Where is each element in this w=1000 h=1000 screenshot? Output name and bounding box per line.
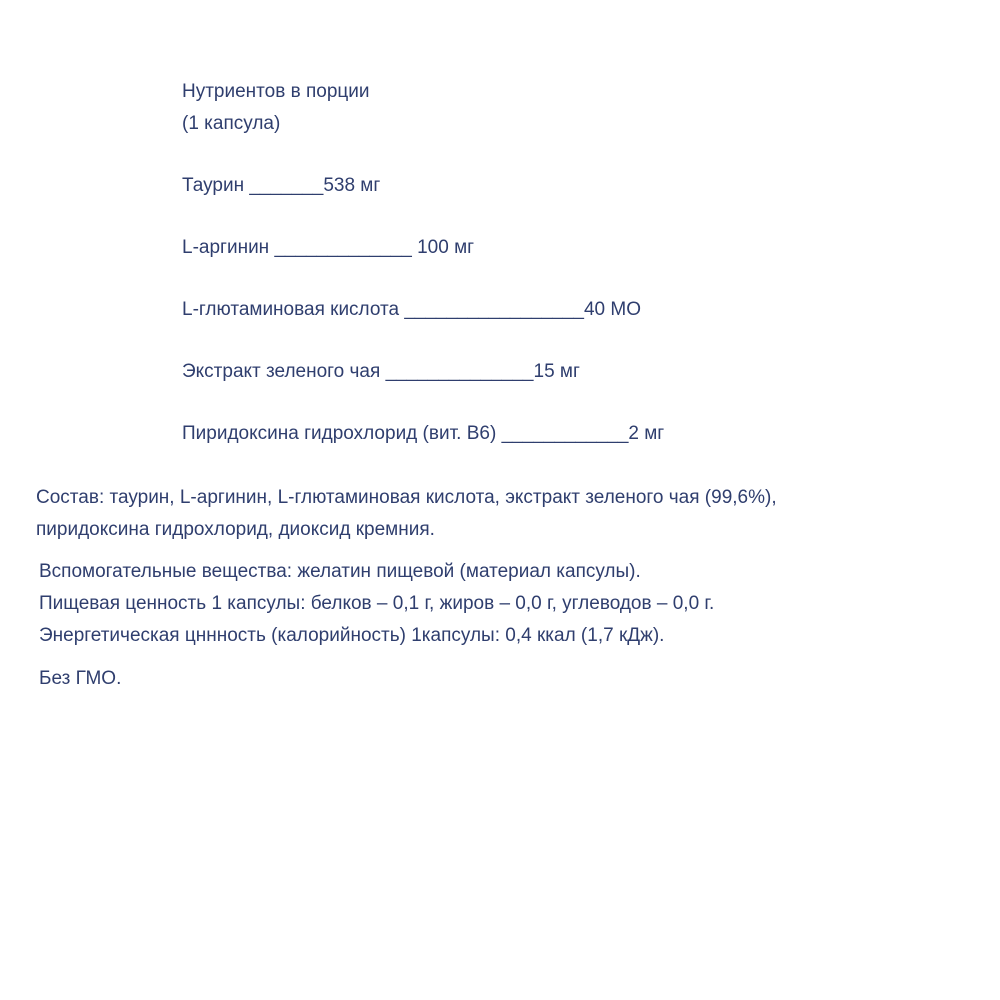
nutrient-l-glutamic-acid: L-глютаминовая кислота _________________40 МО: [182, 299, 641, 320]
composition-line-1: Состав: таурин, L-аргинин, L-глютаминовая кислота, экстракт зеленого чая (99,6%),: [36, 487, 777, 508]
excipients-text: Вспомогательные вещества: желатин пищевой (материал капсулы).: [39, 561, 641, 582]
composition-line-2: пиридоксина гидрохлорид, диоксид кремния.: [36, 519, 435, 540]
serving-title: Нутриентов в порции: [182, 81, 370, 102]
nutrient-green-tea-extract: Экстракт зеленого чая ______________15 мг: [182, 361, 580, 382]
serving-subtitle: (1 капсула): [182, 113, 281, 134]
nutrient-pyridoxine: Пиридоксина гидрохлорид (вит. В6) ____________2 мг: [182, 423, 665, 444]
gmo-free-note: Без ГМО.: [39, 668, 122, 689]
nutrition-value-text: Пищевая ценность 1 капсулы: белков – 0,1 г, жиров – 0,0 г, углеводов – 0,0 г.: [39, 593, 715, 614]
additional-info: [39, 556, 714, 652]
serving-header: [182, 76, 370, 140]
energy-value-text: Энергетическая цннность (калорийность) 1капсулы: 0,4 ккал (1,7 кДж).: [39, 625, 665, 646]
composition-text: [36, 482, 777, 546]
nutrient-taurine: Таурин _______538 мг: [182, 175, 381, 196]
nutrient-l-arginine: L-аргинин _____________ 100 мг: [182, 237, 475, 258]
